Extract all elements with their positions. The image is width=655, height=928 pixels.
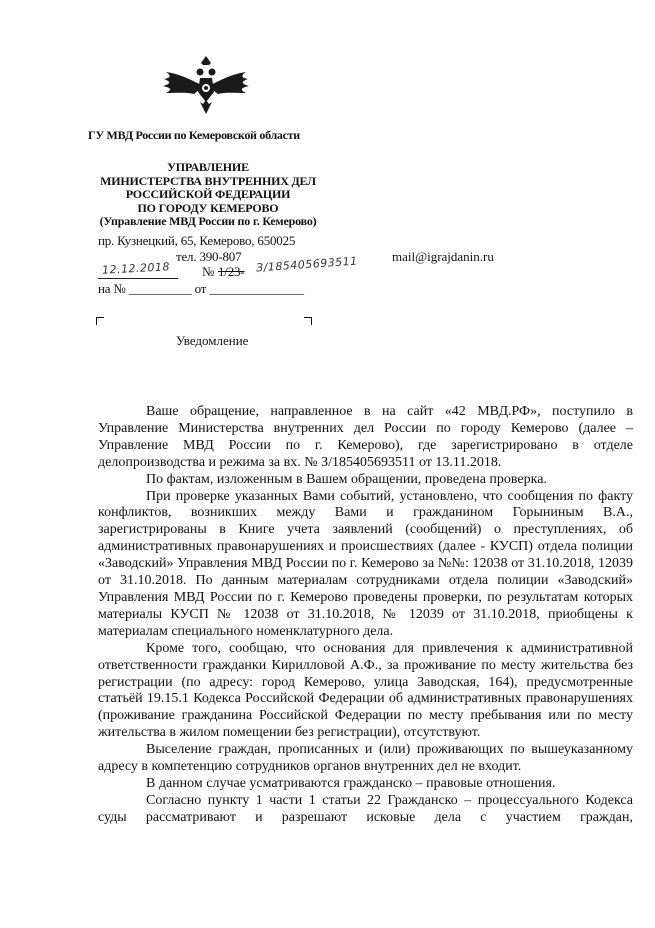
letter-body — [98, 404, 633, 827]
mvd-emblem-icon — [160, 52, 252, 118]
body-paragraph: Ваше обращение, направленное в на сайт «42 МВД.РФ», поступило в Управление Министерства внутренних дел России по городу Кемерово (далее – Управление МВД России по г. Кемерово), где зарегистрировано в отделе делопроизводства и режима за вх. № З/185405693511 от 13.11.2018. — [98, 404, 633, 470]
department-line: МИНИСТЕРСТВА ВНУТРЕННИХ ДЕЛ — [100, 173, 316, 188]
reply-reference: на № __________ от _______________ — [98, 281, 304, 296]
document-title: Уведомление — [176, 333, 249, 348]
body-paragraph: Согласно пункту 1 части 1 статьи 22 Гражданско – процессуального Кодекса суды рассматривают и разрешают исковые дела с участием граждан, — [98, 792, 633, 825]
outgoing-date: 12.12.2018 — [101, 260, 171, 277]
email: mail@igrajdanin.ru — [392, 249, 494, 264]
body-paragraph: Кроме того, сообщаю, что основания для привлечения к административной ответственности гражданки Кирилловой А.Ф., за проживание по месту жительства без регистрации (по адресу: город Кемерово, улица Заводская, 164), предусмотренные статьёй 19.15.1 Кодекса Российской Федерации об административных правонарушениях (проживание гражданина Российской Федерации по месту пребывания или по месту жительства в жилом помещении без регистрации), отсутствуют. — [98, 640, 633, 741]
phone: тел. 390-807 — [176, 249, 242, 264]
agency-name: ГУ МВД России по Кемеровской области — [88, 128, 300, 142]
address: пр. Кузнецкий, 65, Кемерово, 650025 — [98, 233, 296, 248]
incoming-number-handwritten: З/185405693511 — [255, 254, 359, 275]
number-struck: 1/23- — [218, 264, 245, 279]
body-paragraph: При проверке указанных Вами событий, установлено, что сообщения по факту конфликтов, возникших между Вами и гражданином Горыниным В.А., зарегистрированы в Книге учета заявлений (сообщений) о преступлениях, об административных правонарушениях и происшествиях (далее - КУСП) отдела полиции «Заводский» Управления МВД России по г. Кемерово за №№: 12038 от 31.10.2018, 12039 от 31.10.2018. По данным материалам сотрудниками отдела полиции «Заводский» Управления МВД России по г. Кемерово проведены проверки, по результатам которых материалы КУСП № 12038 от 31.10.2018, № 12039 от 31.10.2018, приобщены к материалам специального номенклатурного дела. — [98, 488, 633, 639]
body-paragraph: По фактам, изложенным в Вашем обращении, проведена проверка. — [146, 471, 547, 487]
body-paragraph: Выселение граждан, прописанных и (или) проживающих по вышеуказанному адресу в компетенцию сотрудников органов внутренних дел не входит. — [98, 742, 633, 775]
department-line: ПО ГОРОДУ КЕМЕРОВО — [137, 200, 279, 215]
department-line: (Управление МВД России по г. Кемерово) — [99, 214, 317, 228]
department-line: УПРАВЛЕНИЕ — [167, 160, 249, 174]
department-block — [60, 161, 356, 229]
number-label: № — [202, 264, 215, 279]
corner-bracket-left — [96, 317, 104, 325]
corner-bracket-right — [304, 317, 312, 325]
department-line: РОССИЙСКОЙ ФЕДЕРАЦИИ — [125, 187, 291, 201]
body-paragraph: В данном случае усматриваются гражданско – правовые отношения. — [146, 775, 556, 791]
